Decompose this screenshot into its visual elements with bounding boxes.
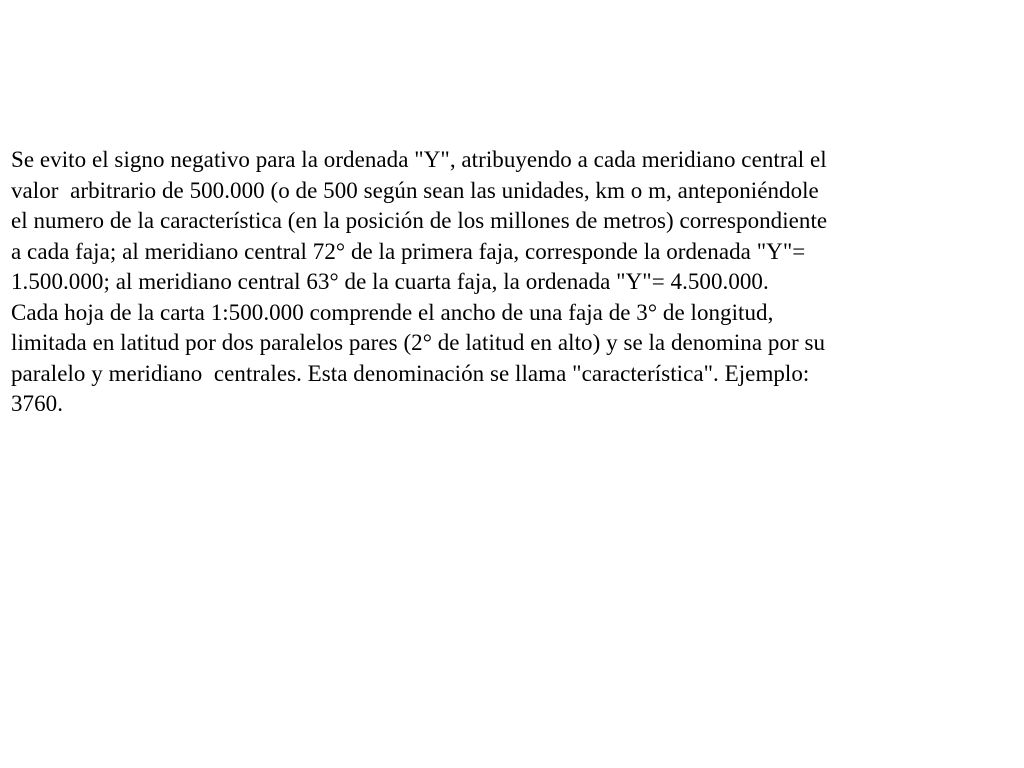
text-line-9: 3760. [11, 391, 63, 416]
text-line-6: Cada hoja de la carta 1:500.000 comprende el ancho de una faja de 3° de longitud, [11, 299, 774, 325]
text-line-1: Se evito el signo negativo para la ordenada "Y", atribuyendo a cada meridiano central el [11, 147, 827, 172]
text-line-5: 1.500.000; al meridiano central 63° de la cuarta faja, la ordenada "Y"= 4.500.000. [11, 269, 769, 294]
text-line-3: el numero de la característica (en la posición de los millones de metros) correspondiente [11, 208, 828, 233]
text-line-7: limitada en latitud por dos paralelos pares (2° de latitud en alto) y se la denomina por su [11, 330, 826, 355]
text-line-8: paralelo y meridiano centrales. Esta denominación se llama "característica". Ejemplo: [11, 360, 810, 386]
text-line-2: valor arbitrario de 500.000 (o de 500 según sean las unidades, km o m, anteponiéndole [11, 177, 819, 203]
body-text [11, 145, 1019, 420]
text-line-4: a cada faja; al meridiano central 72° de la primera faja, corresponde la ordenada "Y"= [11, 238, 806, 264]
